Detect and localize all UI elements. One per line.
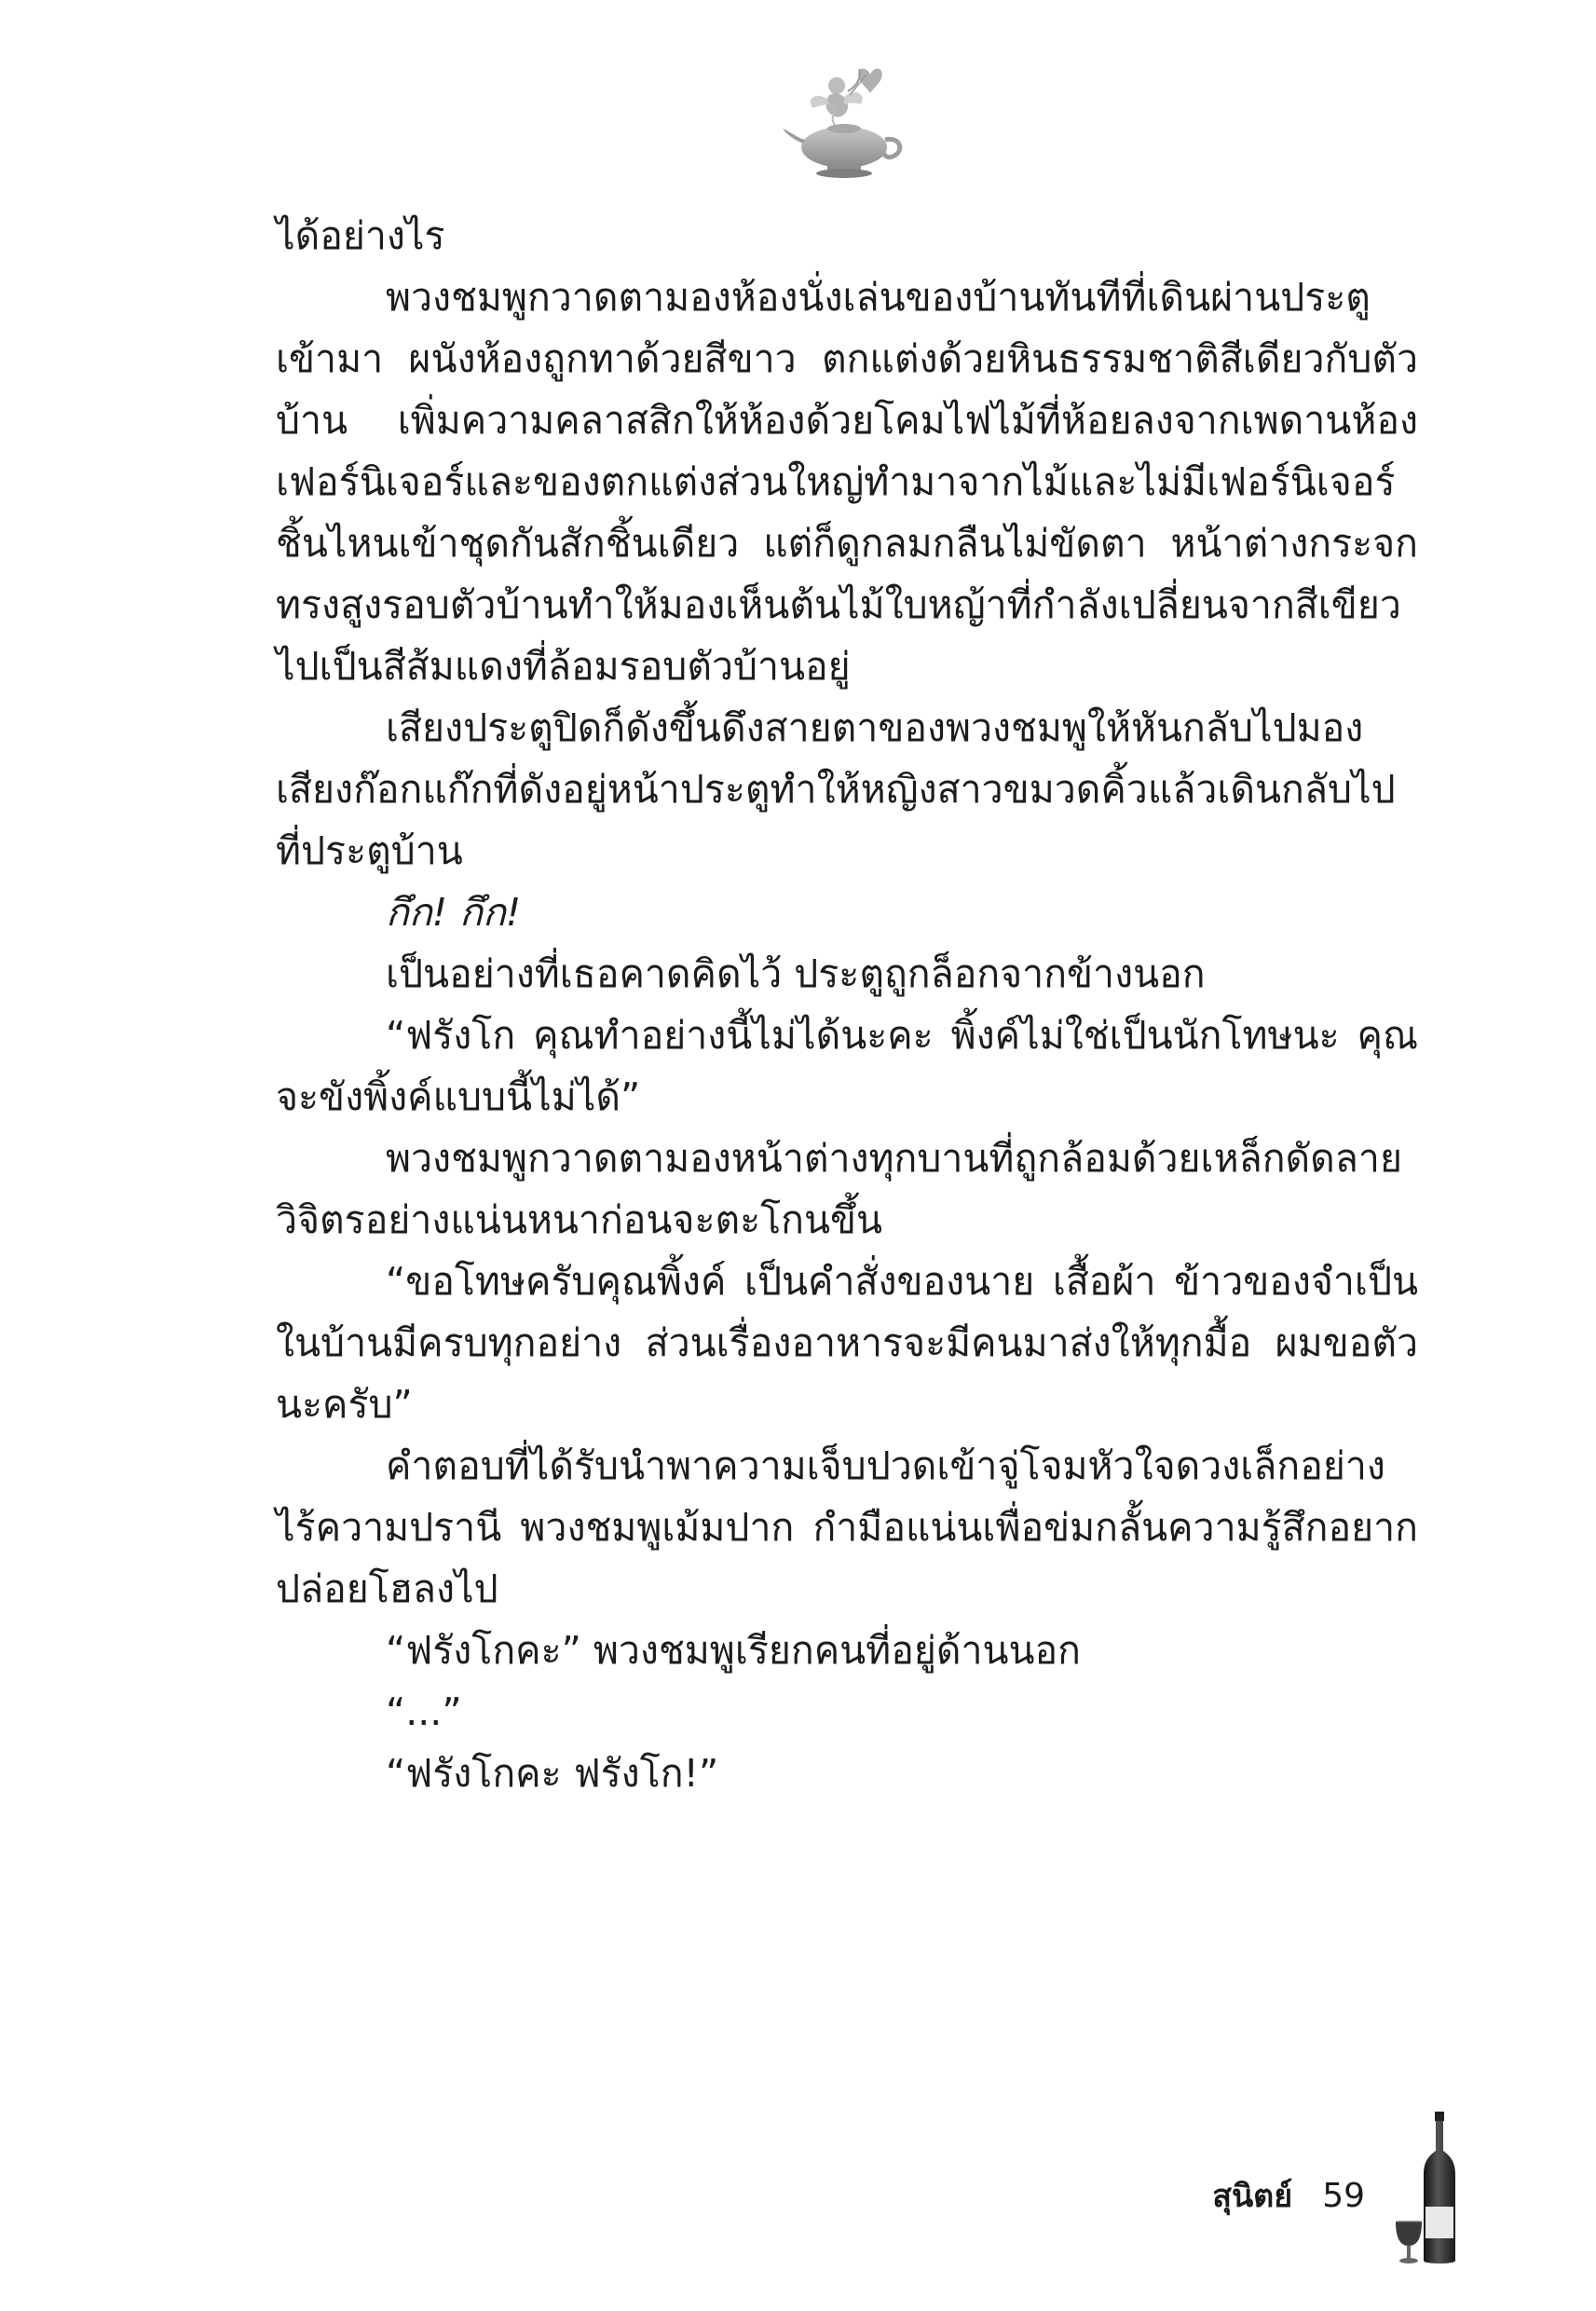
paragraph: คำตอบที่ได้รับนำพาความเจ็บปวดเข้าจู่โจมหัวใจดวงเล็กอย่างไร้ความปรานี พวงชมพูเม้มปาก กำมือแน่นเพื่อข่มกลั้นความรู้สึกอยากปล่อยโฮลงไป bbox=[276, 1443, 1418, 1611]
page-footer bbox=[1212, 2167, 1365, 2223]
paragraph-dialogue: “ฟรังโกคะ” พวงชมพูเรียกคนที่อยู่ด้านนอก bbox=[386, 1628, 1081, 1673]
paragraph-dialogue: “ฟรังโก คุณทำอย่างนี้ไม่ได้นะคะ พิ้งค์ไม่ใช่เป็นนักโทษนะ คุณจะขังพิ้งค์แบบนี้ไม่ได้” bbox=[276, 1013, 1418, 1119]
wine-bottle-icon bbox=[1394, 2110, 1468, 2268]
paragraph-dialogue: “...” bbox=[386, 1689, 462, 1734]
paragraph-sound-effect: กึก! กึก! bbox=[386, 890, 522, 935]
paragraph-dialogue: “ขอโทษครับคุณพิ้งค์ เป็นคำสั่งของนาย เสื้อผ้า ข้าวของจำเป็นในบ้านมีครบทุกอย่าง ส่วนเรื่องอาหารจะมีคนมาส่งให้ทุกมื้อ ผมขอตัวนะครับ” bbox=[276, 1259, 1418, 1427]
paragraph-dialogue: “ฟรังโกคะ ฟรังโก!” bbox=[386, 1751, 719, 1796]
page-number: 59 bbox=[1322, 2176, 1365, 2215]
body-text bbox=[276, 205, 1418, 1804]
paragraph: ได้อย่างไร bbox=[276, 213, 445, 258]
cupid-teapot-icon bbox=[770, 54, 919, 194]
author-name: สุนิตย์ bbox=[1212, 2178, 1293, 2215]
paragraph: เป็นอย่างที่เธอคาดคิดไว้ ประตูถูกล็อกจากข้างนอก bbox=[386, 951, 1206, 996]
paragraph: พวงชมพูกวาดตามองหน้าต่างทุกบานที่ถูกล้อมด้วยเหล็กดัดลายวิจิตรอย่างแน่นหนาก่อนจะตะโกนขึ้น bbox=[276, 1136, 1402, 1242]
paragraph: เสียงประตูปิดก็ดังขึ้นดึงสายตาของพวงชมพูให้หันกลับไปมอง เสียงก๊อกแก๊กที่ดังอยู่หน้าประตูทำให้หญิงสาวขมวดคิ้วแล้วเดินกลับไปที่ประตูบ้าน bbox=[276, 705, 1396, 873]
paragraph: พวงชมพูกวาดตามองห้องนั่งเล่นของบ้านทันทีที่เดินผ่านประตูเข้ามา ผนังห้องถูกทาด้วยสีขาว ตกแต่งด้วยหินธรรมชาติสีเดียวกับตัวบ้าน เพิ่มความคลาสสิกให้ห้องด้วยโคมไฟไม้ที่ห้อยลงจากเพดานห้อง เฟอร์นิเจอร์และของตกแต่งส่วนใหญ่ทำมาจากไม้และไม่มีเฟอร์นิเจอร์ชิ้นไหนเข้าชุดกันสักชิ้นเดียว แต่ก็ดูกลมกลืนไม่ขัดตา หน้าต่างกระจกทรงสูงรอบตัวบ้านทำให้มองเห็นต้นไม้ใบหญ้าที่กำลังเปลี่ยนจากสีเขียวไปเป็นสีส้มแดงที่ล้อมรอบตัวบ้านอยู่ bbox=[276, 275, 1418, 689]
